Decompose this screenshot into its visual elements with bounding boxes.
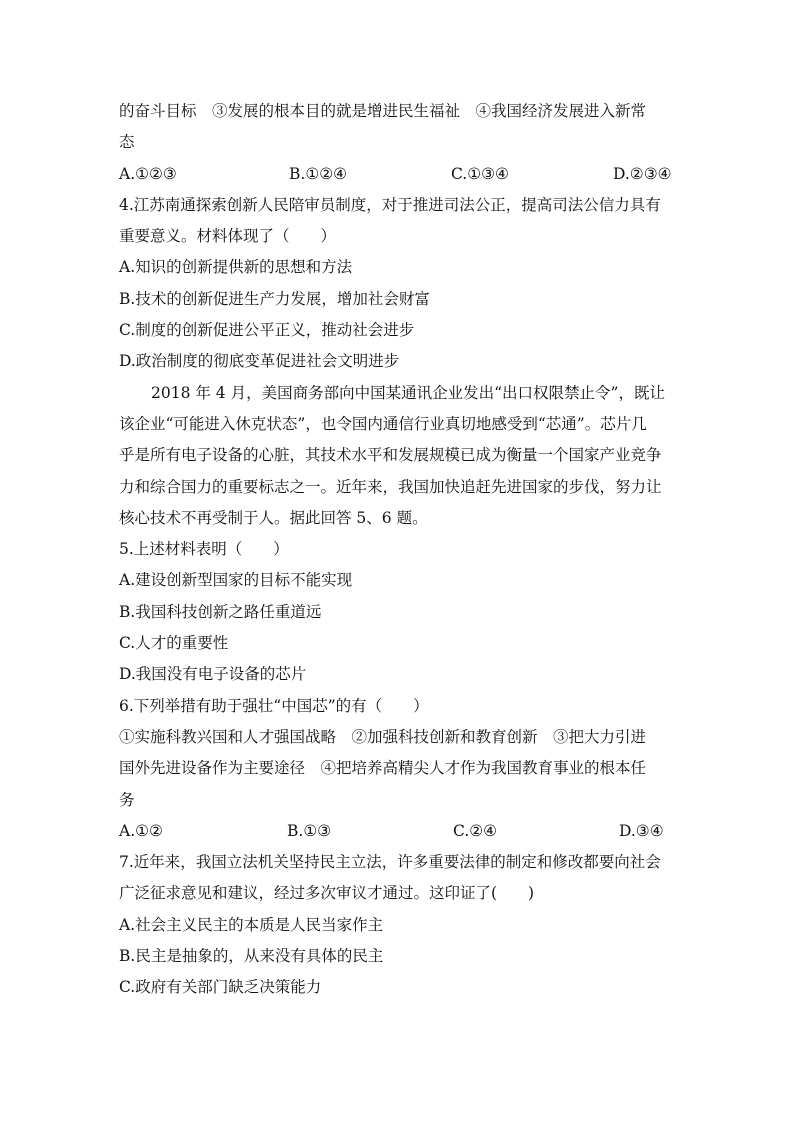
q7-option-c: C.政府有关部门缺乏决策能力 [119,978,322,997]
q6-statement-line: 务 [119,790,135,809]
q5-option-a: A.建设创新型国家的目标不能实现 [119,571,353,590]
q7-option-a: A.社会主义民主的本质是人民当家作主 [119,915,384,934]
q6-statement-line: 国外先进设备作为主要途径 ④把培养高精尖人才作为我国教育事业的根本任 [119,759,647,778]
q3-options [119,159,679,190]
q3-option-d: D.②③④ [613,164,672,183]
q4-option-d: D.政治制度的彻底变革促进社会文明进步 [119,352,400,371]
exam-content [119,96,679,1004]
q3-statement-line: 的奋斗目标 ③发展的根本目的就是增进民生福祉 ④我国经济发展进入新常 [119,102,647,120]
q3-option-c: C.①③④ [451,164,509,183]
q3-statement-line: 态 [119,133,135,152]
q6-option-c: C.②④ [453,821,498,840]
q5-stem: 5.上述材料表明（ ） [119,540,289,559]
q4-option-c: C.制度的创新促进公平正义，推动社会进步 [119,321,415,340]
material-line: 2018 年 4 月，美国商务部向中国某通讯企业发出“出口权限禁止令”，既让 [151,383,665,402]
material-line: 乎是所有电子设备的心脏，其技术水平和发展规模已成为衡量一个国家产业竞争 [119,446,662,465]
material-line: 该企业“可能进入休克状态”，也令国内通信行业真切地感受到“芯通”。芯片几 [119,414,647,433]
q5-option-c: C.人才的重要性 [119,634,229,653]
material-line: 力和综合国力的重要标志之一。近年来，我国加快追赶先进国家的步伐，努力让 [119,477,662,496]
q7-option-b: B.民主是抽象的，从来没有具体的民主 [119,947,384,966]
q4-option-a: A.知识的创新提供新的思想和方法 [119,258,353,277]
q5-option-d: D.我国没有电子设备的芯片 [119,665,307,684]
q6-statement-line: ①实施科教兴国和人才强国战略 ②加强科技创新和教育创新 ③把大力引进 [119,727,647,746]
q3-option-a: A.①②③ [119,164,177,183]
q4-option-b: B.技术的创新促进生产力发展，增加社会财富 [119,289,430,308]
q5-option-b: B.我国科技创新之路任重道远 [119,602,322,621]
q6-options [119,816,679,847]
q7-stem-line: 广泛征求意见和建议，经过多次审议才通过。这印证了( ) [119,884,535,903]
q4-stem-line: 4.江苏南通探索创新人民陪审员制度，对于推进司法公正，提高司法公信力具有 [119,195,661,214]
q4-stem-line: 重要意义。材料体现了（ ） [119,227,337,246]
q6-stem: 6.下列举措有助于强壮“中国芯”的有（ ） [119,696,429,715]
q7-stem-line: 7.近年来，我国立法机关坚持民主立法，许多重要法律的制定和修改都要向社会 [119,853,661,872]
material-line: 核心技术不再受制于人。据此回答 5、6 题。 [119,508,428,527]
q6-option-b: B.①③ [287,821,332,840]
q6-option-d: D.③④ [619,821,664,840]
q6-option-a: A.①② [119,821,163,840]
q3-option-b: B.①②④ [289,164,348,183]
